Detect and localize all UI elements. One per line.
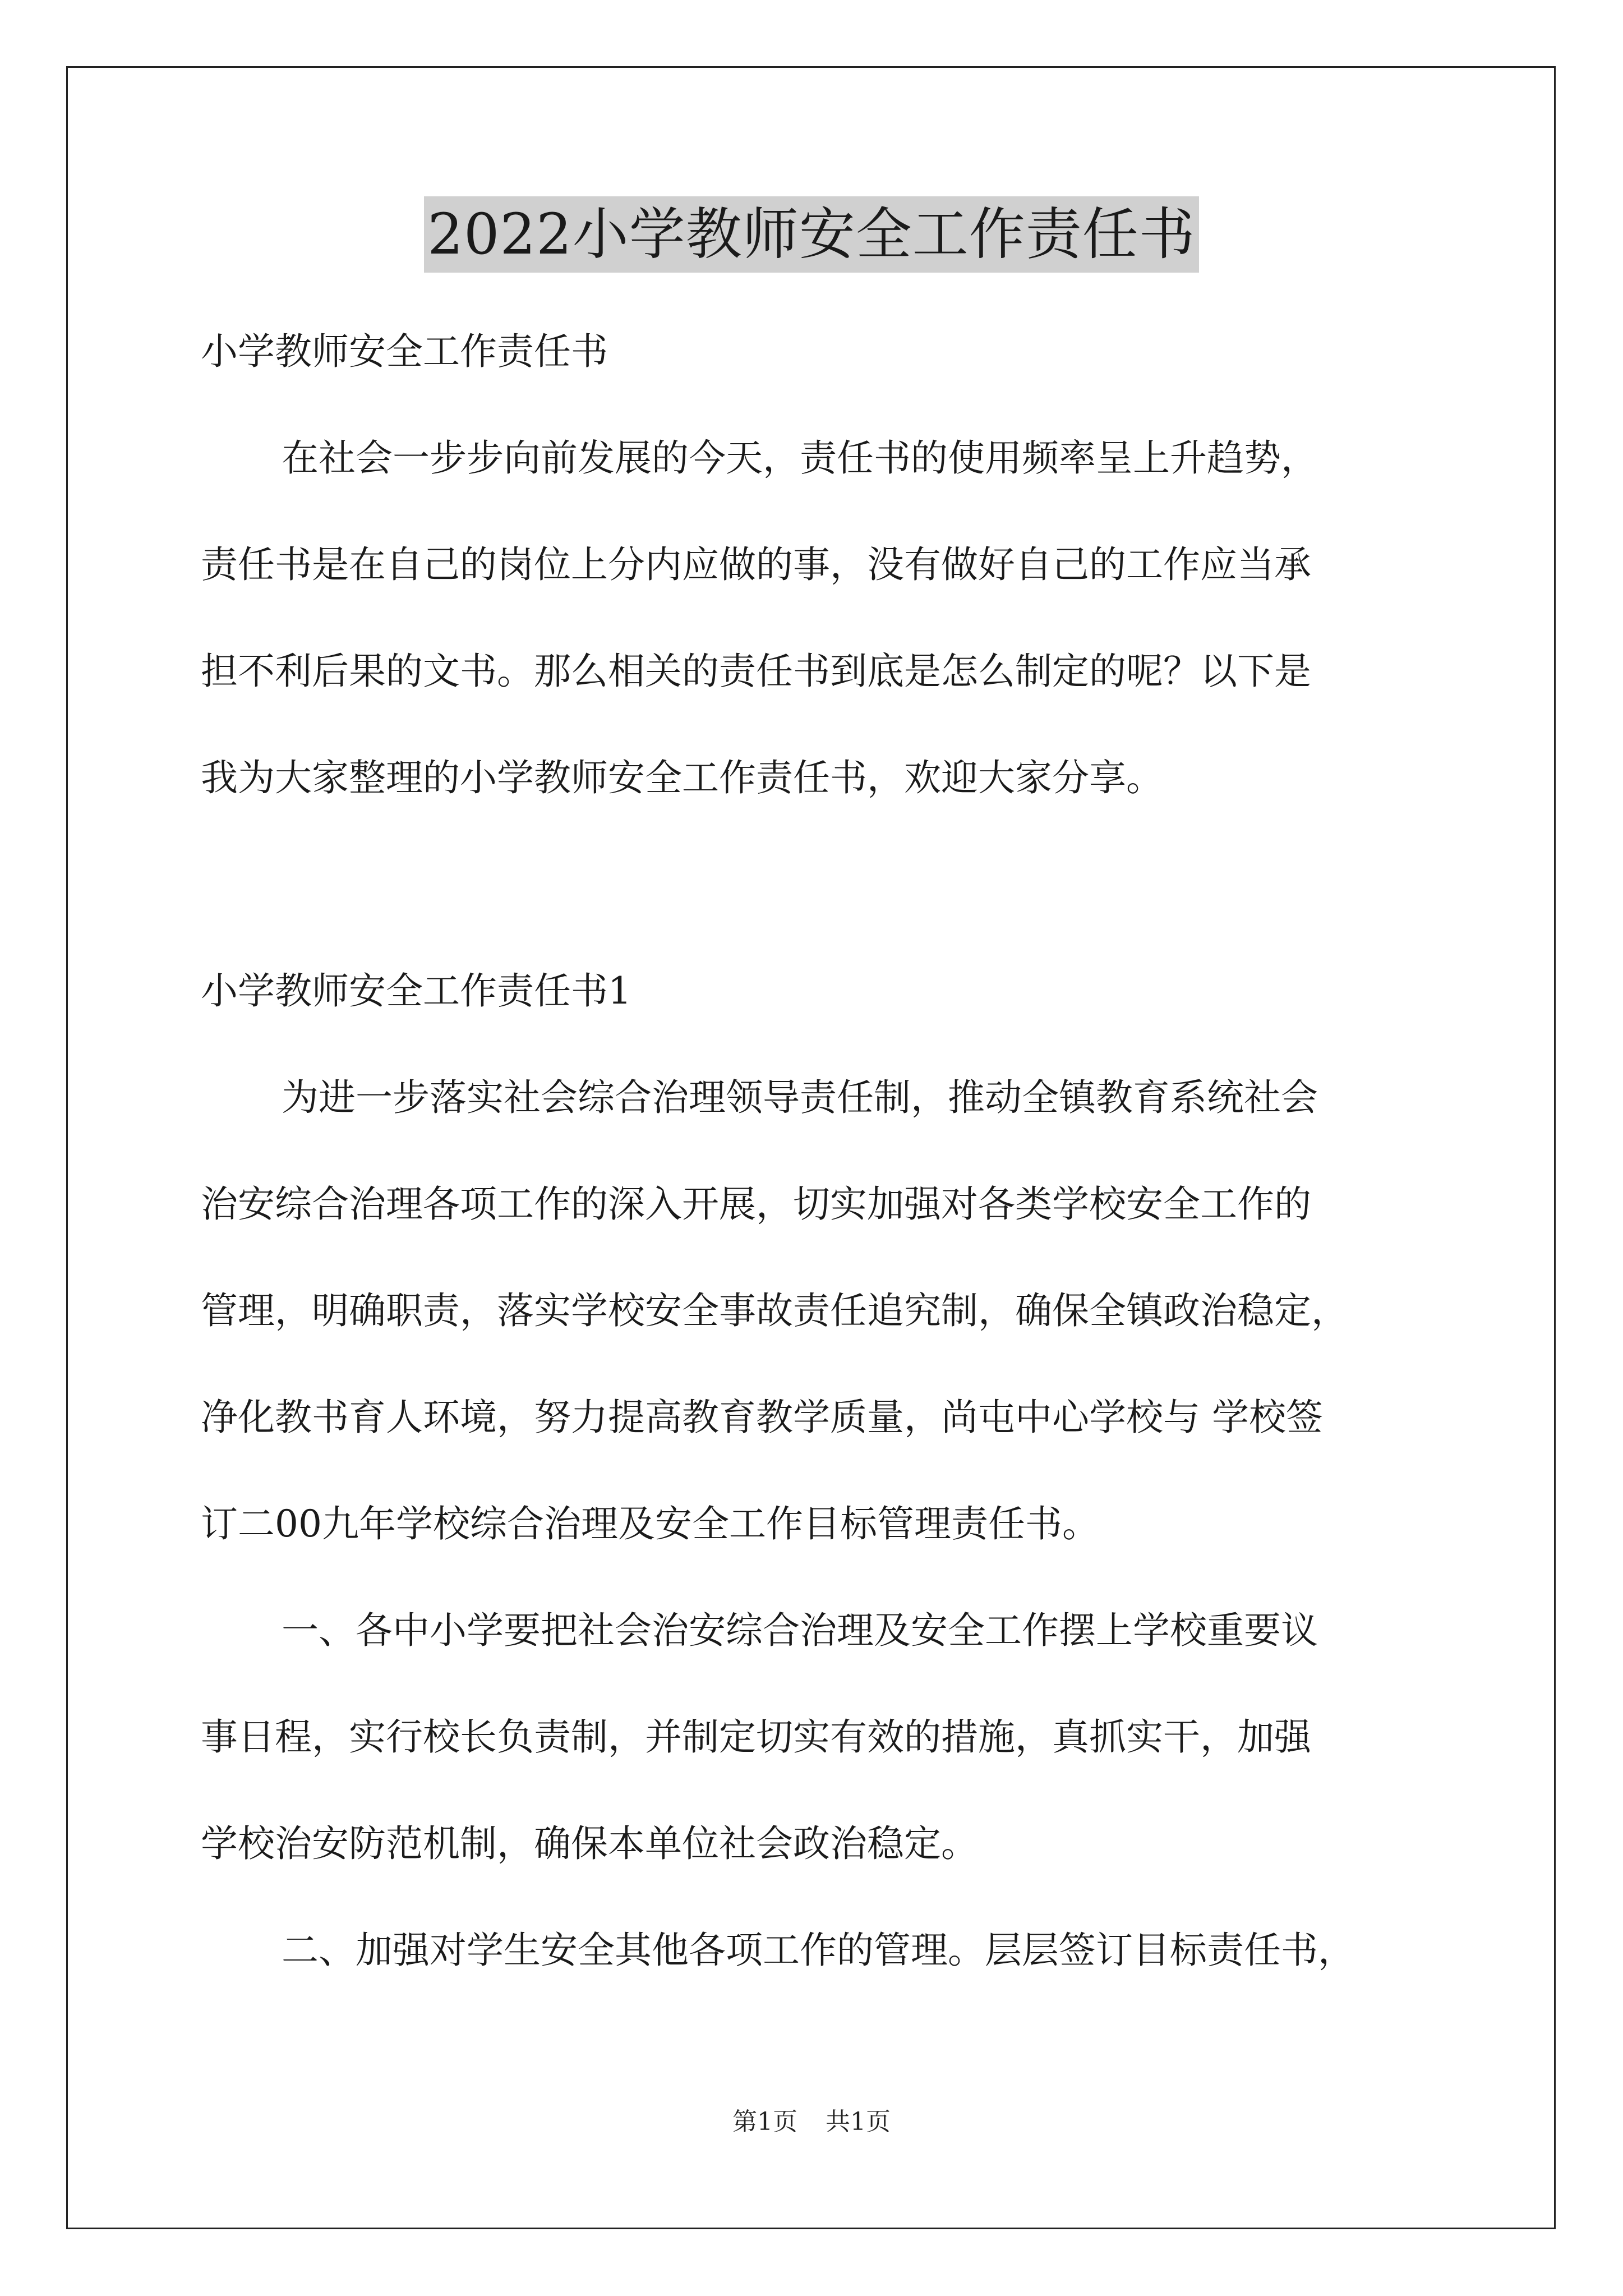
paragraph-line: 净化教书育人环境，努力提高教育教学质量，尚屯中心学校与 学校签 xyxy=(201,1396,1323,1439)
paragraph-line: 管理，明确职责，落实学校安全事故责任追究制，确保全镇政治稳定， xyxy=(201,1289,1348,1332)
document-title xyxy=(0,196,1623,273)
paragraph-line: 治安综合治理各项工作的深入开展，切实加强对各类学校安全工作的 xyxy=(201,1182,1311,1226)
paragraph-line: 事日程，实行校长负责制，并制定切实有效的措施，真抓实干，加强 xyxy=(201,1715,1311,1759)
page-footer xyxy=(0,2101,1623,2137)
section-heading: 小学教师安全工作责任书1 xyxy=(201,969,631,1013)
document-body xyxy=(201,298,1423,2004)
paragraph-line: 一、各中小学要把社会治安综合治理及安全工作摆上学校重要议 xyxy=(282,1609,1318,1652)
paragraph-line: 为进一步落实社会综合治理领导责任制，推动全镇教育系统社会 xyxy=(282,1076,1318,1119)
page-number-total: 共1页 xyxy=(826,2108,891,2136)
intro-line: 我为大家整理的小学教师安全工作责任书，欢迎大家分享。 xyxy=(201,756,1163,799)
paragraph-line: 订二00九年学校综合治理及安全工作目标管理责任书。 xyxy=(201,1502,1099,1545)
document-title-text: 2022小学教师安全工作责任书 xyxy=(424,196,1199,273)
intro-line: 责任书是在自己的岗位上分内应做的事，没有做好自己的工作应当承 xyxy=(201,543,1311,586)
paragraph-line: 二、加强对学生安全其他各项工作的管理。层层签订目标责任书， xyxy=(282,1929,1355,1972)
page-number-current: 第1页 xyxy=(732,2108,797,2136)
intro-line: 担不利后果的文书。那么相关的责任书到底是怎么制定的呢？以下是 xyxy=(201,650,1311,693)
paragraph-line: 学校治安防范机制，确保本单位社会政治稳定。 xyxy=(201,1822,978,1865)
intro-line: 在社会一步步向前发展的今天，责任书的使用频率呈上升趋势， xyxy=(282,436,1318,480)
paragraph-gap xyxy=(201,831,1423,938)
subtitle: 小学教师安全工作责任书 xyxy=(201,330,608,373)
